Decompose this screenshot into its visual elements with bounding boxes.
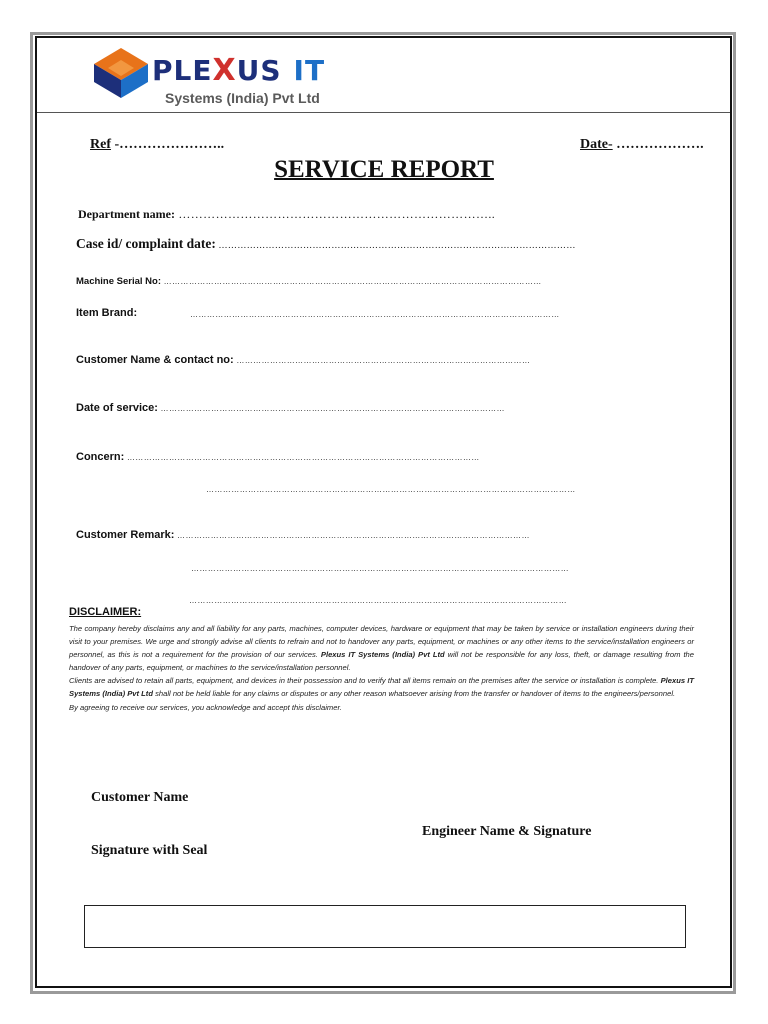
machine-serial-field (76, 276, 542, 287)
signature-seal-label: Signature with Seal (91, 843, 208, 858)
customer-remark-field (76, 529, 530, 541)
header-divider (37, 112, 730, 113)
field-label: Customer Remark: (76, 529, 175, 541)
disclaimer-text: The company hereby disclaims any and all liability for any parts, machines, computer devices, hardware or equipment that may be taken by service or installation engineers during their visit to your premises. We urge and strongly advise all clients to refrain and not to handover any parts, equipment, or machines or any other items to the service/installation engineers or personnel, as this is not a requirement for the provision of our services. (69, 624, 694, 660)
case-id-field (76, 236, 576, 252)
brand-rest: US (236, 54, 282, 87)
company-name: Plexus IT Systems (India) Pvt Ltd (320, 650, 445, 660)
disclaimer-paragraph-2 (69, 674, 694, 700)
ref-dots: -………………….. (111, 137, 225, 152)
field-dots: ……………………………………………………………………………………………………………… (124, 453, 480, 462)
field-dots: …………………………………………………………………………………………… (233, 356, 531, 365)
disclaimer-heading: DISCLAIMER: (69, 606, 142, 618)
disclaimer-text: will not be responsible for any loss, theft, or damage resulting from the handover of any parts, equipment, or machines to the service/installation personnel. (69, 650, 695, 673)
date-label: Date- (580, 137, 613, 152)
page-title (0, 156, 768, 184)
date-of-service-field (76, 402, 505, 414)
date-dots: ………………. (612, 137, 704, 152)
field-dots: ……………………………………………………………………………………………………………………… (191, 564, 569, 573)
customer-name-label: Customer Name (91, 790, 189, 805)
customer-name-contact-field (76, 354, 530, 366)
field-dots: ………………………………………………………………….. (174, 207, 496, 221)
field-dots: ……………………………………………………………………………………………………………………… (189, 596, 567, 605)
disclaimer-paragraph-1 (69, 622, 694, 674)
field-dots: …………………………………………………………………………………………………… (215, 240, 576, 250)
field-label: Item Brand: (76, 307, 138, 319)
field-dots: …………………………………………………………………………………………………………… (157, 404, 505, 413)
field-dots: …………………………………………………………………………………………………………………… (190, 310, 560, 319)
field-label: Machine Serial No: (76, 276, 161, 287)
brand-x: X (212, 53, 237, 88)
field-label: Concern: (76, 451, 125, 463)
ref-label: Ref (90, 137, 111, 152)
field-label: Department name: (78, 207, 175, 221)
disclaimer-text: Clients are advised to retain all parts, equipment, and devices in their possession and to verify that all items remain on the premises after the service or installation is complete. (69, 676, 661, 686)
field-label: Customer Name & contact no: (76, 354, 234, 366)
signature-box[interactable] (84, 905, 686, 948)
concern-line-2 (206, 483, 576, 495)
concern-field (76, 451, 480, 463)
customer-remark-line-2 (191, 562, 569, 574)
field-label: Date of service: (76, 402, 158, 414)
item-brand-field (76, 307, 137, 319)
brand-it: IT (293, 54, 326, 87)
brand-subtitle: Systems (India) Pvt Ltd (165, 90, 320, 106)
brand-wordmark (152, 53, 326, 88)
field-dots: …………………………………………………………………………………………………………………… (206, 485, 576, 494)
page-title-text: SERVICE REPORT (274, 156, 494, 183)
ref-field (90, 137, 224, 153)
date-field (580, 137, 704, 153)
brand-main: PLE (152, 54, 213, 87)
item-brand-dots (190, 308, 560, 320)
disclaimer-paragraph-3: By agreeing to receive our services, you acknowledge and accept this disclaimer. (69, 702, 342, 712)
department-name-field (78, 207, 495, 222)
field-dots: ……………………………………………………………………………………………………………………… (161, 277, 542, 286)
customer-remark-line-3 (189, 594, 567, 606)
field-label: Case id/ complaint date: (76, 236, 216, 251)
plexus-logo-icon (90, 46, 152, 100)
company-name: Plexus IT Systems (India) Pvt Ltd (69, 676, 694, 699)
disclaimer-body (69, 622, 694, 714)
disclaimer-text: shall not be held liable for any claims or disputes or any other reason whatsoever arising from the transfer or handover of items to the engineers/personnel. (152, 689, 676, 699)
field-dots: ……………………………………………………………………………………………………………… (174, 531, 530, 540)
engineer-signature-label: Engineer Name & Signature (422, 824, 592, 839)
